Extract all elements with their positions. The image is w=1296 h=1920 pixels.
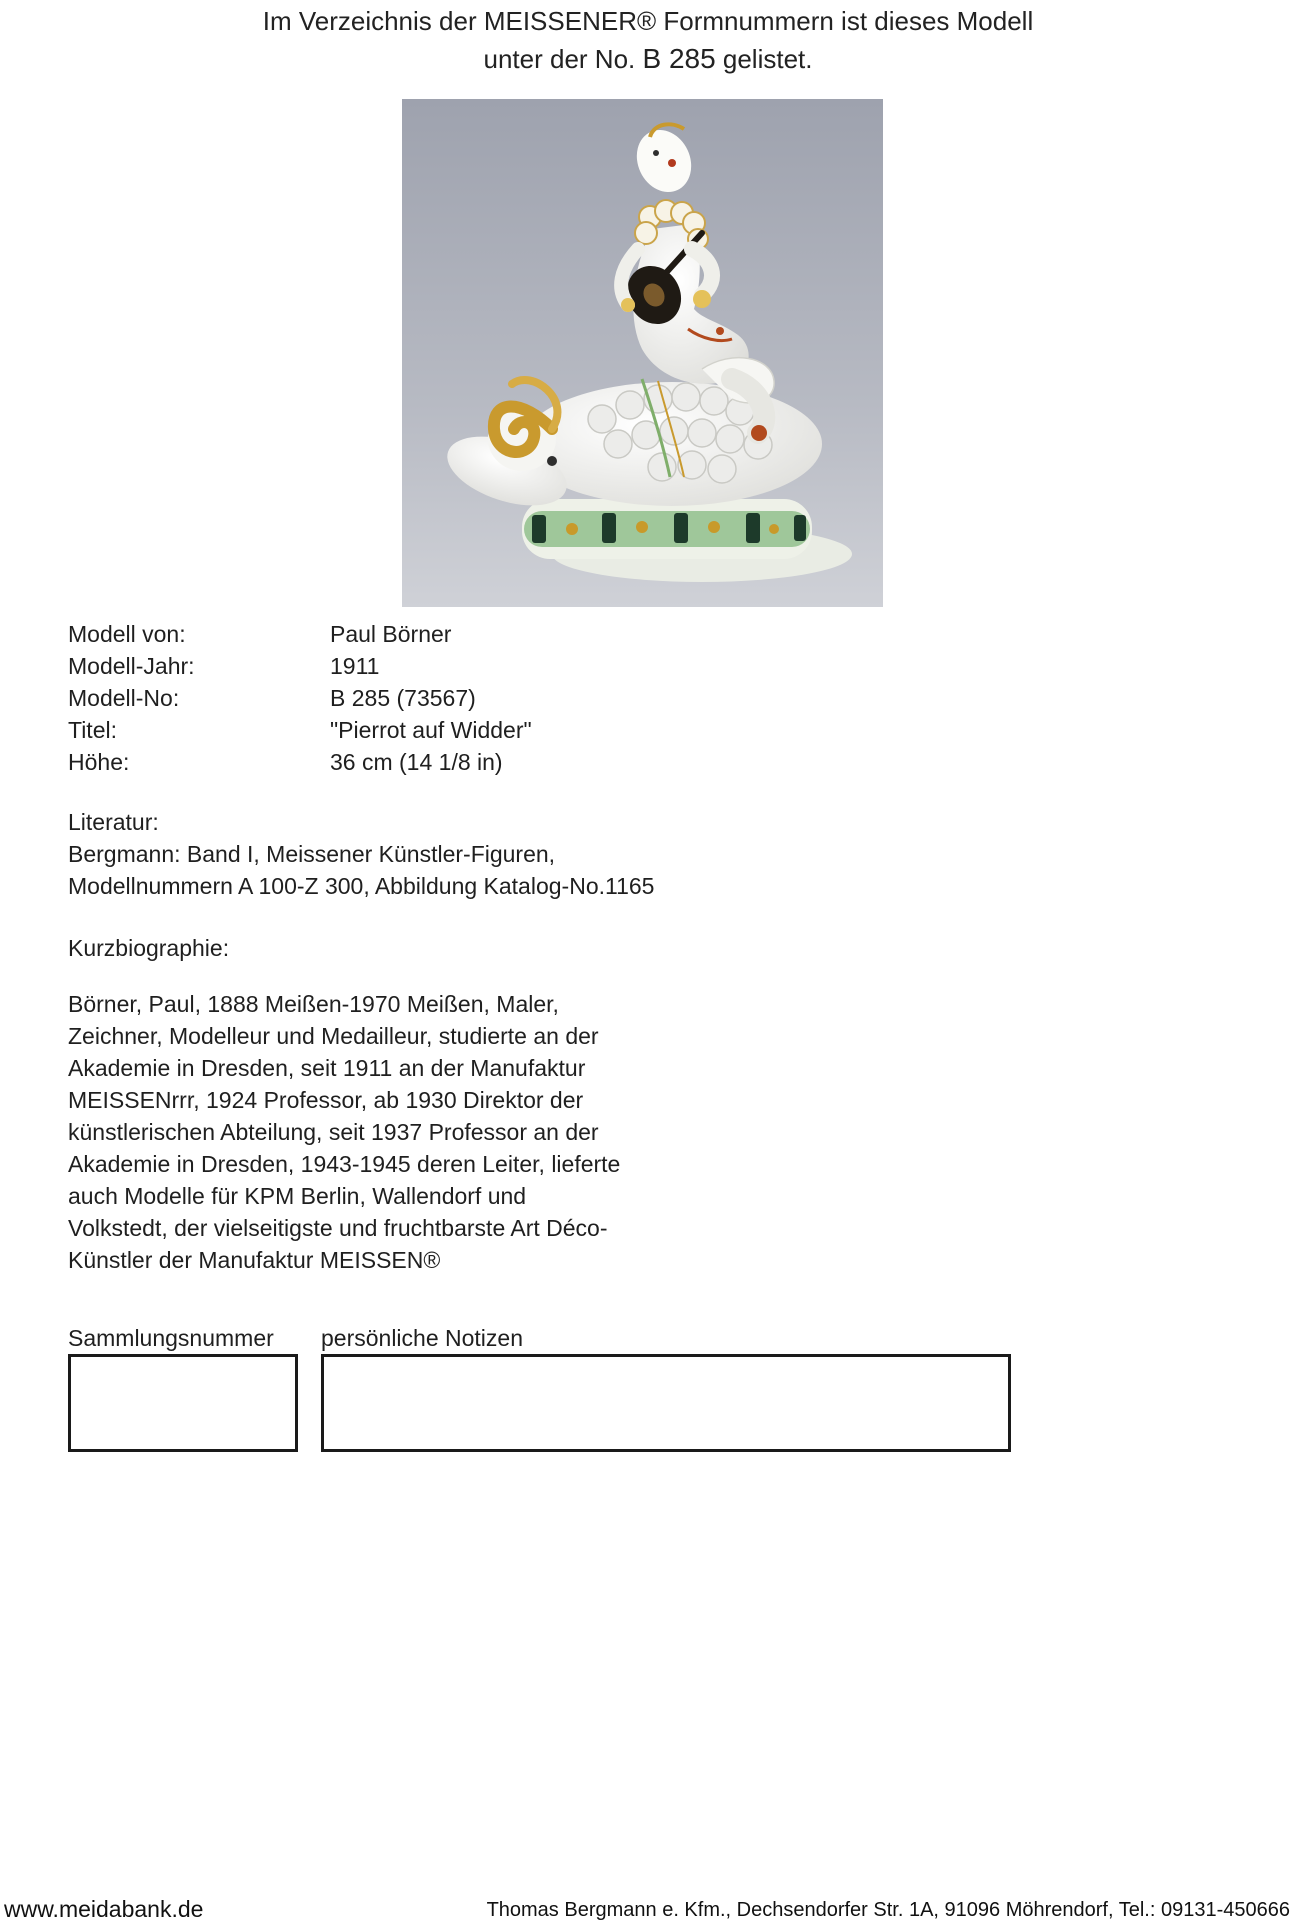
fact-label: Höhe: (68, 749, 130, 775)
fact-row-artist (68, 618, 532, 650)
model-number-highlight: B 285 (642, 43, 716, 74)
biography-text (68, 988, 620, 1276)
literature-line-2: Modellnummern A 100-Z 300, Abbildung Katalog-No.1165 (68, 873, 655, 899)
figurine-photo (402, 99, 883, 607)
fact-value: B 285 (73567) (330, 685, 476, 711)
fact-value: 1911 (330, 653, 380, 679)
fact-row-year (68, 650, 532, 682)
footer-contact: Thomas Bergmann e. Kfm., Dechsendorfer Str. 1A, 91096 Möhrendorf, Tel.: 09131-450666 (486, 1899, 1290, 1920)
biography-line: Volkstedt, der vielseitigste und fruchtbarste Art Déco- (68, 1215, 608, 1241)
fact-label: Modell-Jahr: (68, 653, 195, 679)
literature-section (68, 806, 654, 902)
fact-row-model-no (68, 682, 532, 714)
biography-line: Akademie in Dresden, 1943-1945 deren Leiter, lieferte (68, 1151, 621, 1177)
personal-notes-field[interactable] (321, 1354, 1011, 1452)
biography-line: Börner, Paul, 1888 Meißen-1970 Meißen, Maler, (68, 991, 559, 1017)
biography-line: künstlerischen Abteilung, seit 1937 Professor an der (68, 1119, 599, 1145)
fact-row-title (68, 714, 532, 746)
fact-row-height (68, 746, 532, 778)
fact-value: 36 cm (14 1/8 in) (330, 749, 503, 775)
biography-line: Akademie in Dresden, seit 1911 an der Manufaktur (68, 1055, 586, 1081)
figurine-illustration (402, 99, 883, 607)
personal-notes-label: persönliche Notizen (321, 1325, 524, 1351)
header-line-2-prefix: unter der No. (483, 44, 636, 74)
biography-heading: Kurzbiographie: (68, 935, 230, 961)
website-link[interactable]: www.meidabank.de (4, 1896, 204, 1920)
fact-value: "Pierrot auf Widder" (330, 717, 532, 743)
model-facts (68, 618, 532, 778)
fact-value: Paul Börner (330, 621, 452, 647)
literature-line-1: Bergmann: Band I, Meissener Künstler-Figuren, (68, 841, 556, 867)
biography-line: Zeichner, Modelleur und Medailleur, studierte an der (68, 1023, 599, 1049)
biography-line: MEISSENrrr, 1924 Professor, ab 1930 Direktor der (68, 1087, 584, 1113)
fact-label: Modell von: (68, 621, 186, 647)
header-line-2 (0, 40, 1296, 78)
fact-label: Titel: (68, 717, 117, 743)
collection-number-field[interactable] (68, 1354, 298, 1452)
page-header (0, 2, 1296, 78)
biography-line: auch Modelle für KPM Berlin, Wallendorf und (68, 1183, 527, 1209)
collection-number-label: Sammlungsnummer (68, 1325, 274, 1351)
fact-label: Modell-No: (68, 685, 180, 711)
literature-heading: Literatur: (68, 809, 159, 835)
biography-line: Künstler der Manufaktur MEISSEN® (68, 1247, 441, 1273)
header-line-1: Im Verzeichnis der MEISSENER® Formnummern ist dieses Modell (262, 6, 1034, 36)
header-line-2-suffix: gelistet. (722, 44, 813, 74)
